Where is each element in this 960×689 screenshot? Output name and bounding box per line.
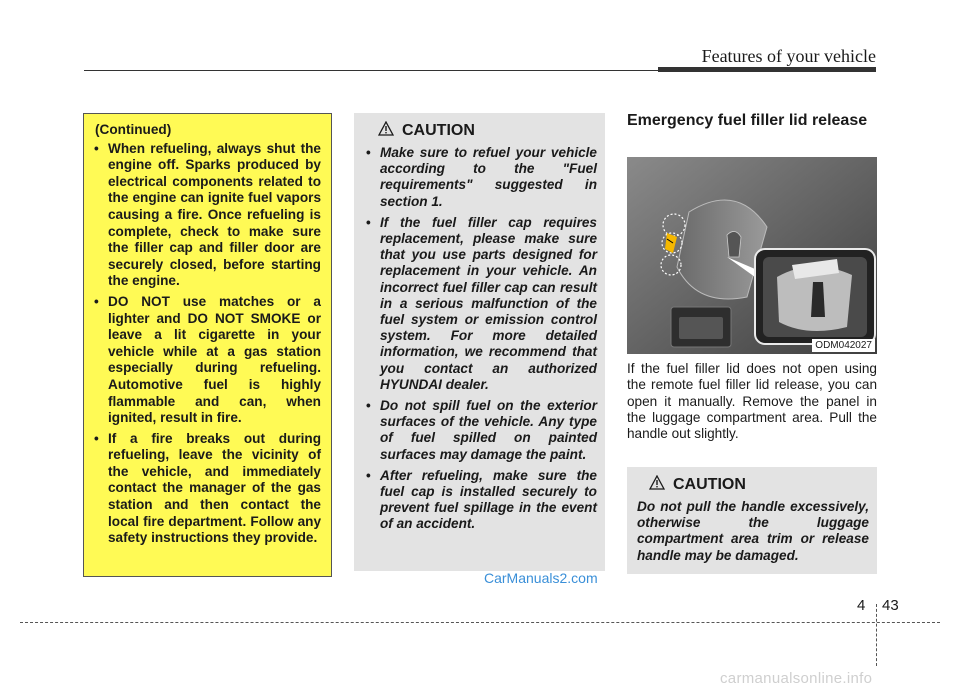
warning-triangle-icon bbox=[378, 121, 394, 141]
footer-divider bbox=[876, 604, 877, 666]
chapter-number: 4 bbox=[857, 597, 866, 614]
header-rule-accent bbox=[658, 67, 876, 72]
caution-text: Do not pull the handle excessively, otherwise the luggage compartment area trim or release handle may be damaged. bbox=[637, 499, 869, 563]
page-number: 43 bbox=[882, 597, 899, 614]
caution-item: • After refueling, make sure the fuel cap is installed securely to prevent fuel spillage in the event of an accident. bbox=[366, 468, 597, 533]
watermark-link[interactable]: CarManuals2.com bbox=[484, 570, 598, 586]
footer-site-watermark: carmanualsonline.info bbox=[720, 670, 873, 687]
caution-header bbox=[378, 121, 597, 141]
footer-rule bbox=[20, 622, 940, 623]
caution-list bbox=[366, 145, 597, 533]
caution-title: CAUTION bbox=[402, 122, 475, 139]
caution-box-fuel bbox=[354, 113, 605, 571]
caution-header bbox=[649, 475, 869, 495]
caution-box-handle bbox=[627, 467, 877, 574]
fuel-lid-illustration bbox=[627, 157, 877, 354]
warning-item: • DO NOT use matches or a lighter and DO NOT SMOKE or leave a lit cigarette in your vehicle while at a gas station especially during refueling. Automotive fuel is highly flammable and can, when ignited, result in fire. bbox=[94, 294, 321, 427]
fuel-lid-photo bbox=[627, 157, 877, 354]
caution-title: CAUTION bbox=[673, 476, 746, 493]
section-title: Emergency fuel filler lid release bbox=[627, 112, 868, 129]
warning-triangle-icon bbox=[649, 475, 665, 495]
caution-item: • If the fuel filler cap requires replacement, please make sure that you use parts designed for replacement in your vehicle. An incorrect fuel filler cap can result in a serious malfunction of the fuel system or emission control system. For more detailed information, we recommend that you contact an authorized HYUNDAI dealer. bbox=[366, 215, 597, 393]
caution-item: • Make sure to refuel your vehicle according to the "Fuel requirements" suggested in section 1. bbox=[366, 145, 597, 210]
photo-code: ODM042027 bbox=[812, 339, 875, 352]
warning-item: • If a fire breaks out during refueling, leave the vicinity of the vehicle, and immediately contact the manager of the gas station and then contact the local fire department. Follow any safety instructions they provide. bbox=[94, 431, 321, 547]
header-title: Features of your vehicle bbox=[701, 46, 876, 66]
warning-item: • When refueling, always shut the engine off. Sparks produced by electrical components related to the engine can ignite fuel vapors causing a fire. Once refueling is complete, check to make sure the filler cap and filler door are securely closed, before starting the engine. bbox=[94, 141, 321, 290]
warning-box bbox=[83, 113, 332, 577]
section-body: If the fuel filler lid does not open using the remote fuel filler lid release, you can open it manually. Remove the panel in the luggage compartment area. Pull the handle out slightly. bbox=[627, 361, 877, 442]
warning-list bbox=[94, 141, 321, 547]
caution-item: • Do not spill fuel on the exterior surfaces of the vehicle. Any type of fuel spilled on painted surfaces may damage the paint. bbox=[366, 398, 597, 463]
warning-continued: (Continued) bbox=[95, 122, 172, 137]
